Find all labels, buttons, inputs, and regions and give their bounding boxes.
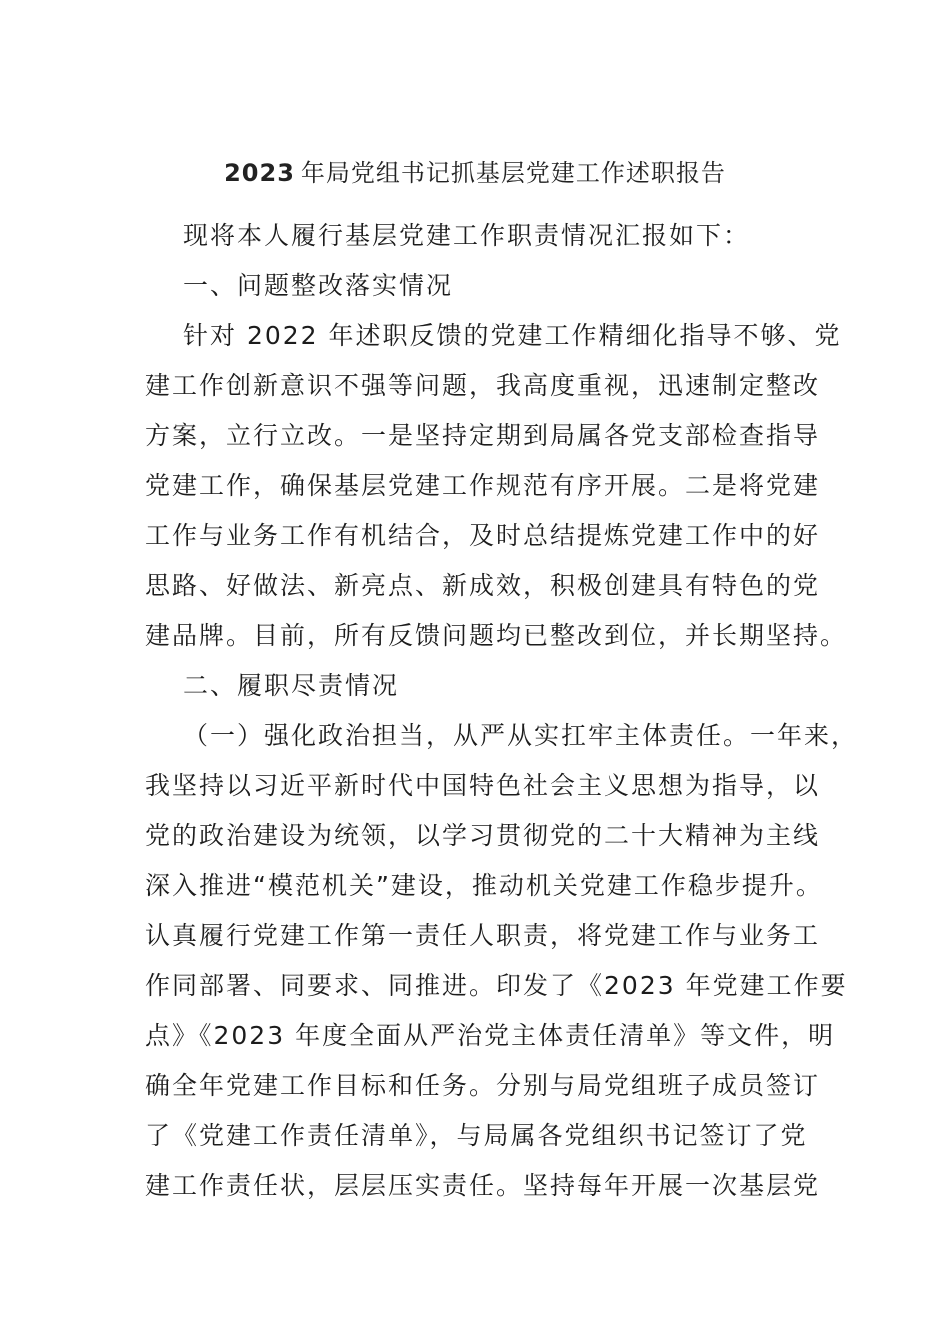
text-line: 党建工作，确保基层党建工作规范有序开展。二是将党建: [145, 471, 821, 500]
heading-line: 二、履职尽责情况: [183, 671, 400, 700]
text-line: 作同部署、同要求、同推进。印发了《2023 年党建工作要: [145, 971, 848, 1000]
title-year: 2023: [224, 159, 295, 187]
text-line: 现将本人履行基层党建工作职责情况汇报如下：: [183, 221, 751, 250]
text-line: 确全年党建工作目标和任务。分别与局党组班子成员签订: [145, 1071, 821, 1100]
text-line: 思路、好做法、新亮点、新成效，积极创建具有特色的党: [145, 571, 821, 600]
text-line: 建工作创新意识不强等问题，我高度重视，迅速制定整改: [145, 371, 821, 400]
text-line: 方案，立行立改。一是坚持定期到局属各党支部检查指导: [145, 421, 821, 450]
text-line: 建品牌。目前，所有反馈问题均已整改到位，并长期坚持。: [145, 621, 848, 650]
text-line: 工作与业务工作有机结合，及时总结提炼党建工作中的好: [145, 521, 821, 550]
text-line: 认真履行党建工作第一责任人职责，将党建工作与业务工: [145, 921, 821, 950]
text-line: 点》《2023 年度全面从严治党主体责任清单》等文件，明: [145, 1021, 836, 1050]
document-title: [0, 155, 950, 191]
section-1-paragraph: [145, 311, 925, 661]
document-body: [145, 211, 925, 1211]
text-line: （一）强化政治担当，从严从实扛牢主体责任。一年来，: [183, 721, 859, 750]
text-line: 深入推进“模范机关”建设，推动机关党建工作稳步提升。: [145, 871, 823, 900]
section-heading-1: [145, 261, 925, 311]
text-line: 了《党建工作责任清单》，与局属各党组织书记签订了党: [145, 1121, 808, 1150]
intro-paragraph: [145, 211, 925, 261]
heading-line: 一、问题整改落实情况: [183, 271, 454, 300]
section-heading-2: [145, 661, 925, 711]
text-line: 我坚持以习近平新时代中国特色社会主义思想为指导，以: [145, 771, 821, 800]
text-line: 针对 2022 年述职反馈的党建工作精细化指导不够、党: [183, 321, 842, 350]
text-line: 党的政治建设为统领，以学习贯彻党的二十大精神为主线: [145, 821, 821, 850]
section-2-paragraph: [145, 711, 925, 1211]
text-line: 建工作责任状，层层压实责任。坚持每年开展一次基层党: [145, 1171, 821, 1200]
title-text: 年局党组书记抓基层党建工作述职报告: [300, 159, 726, 187]
